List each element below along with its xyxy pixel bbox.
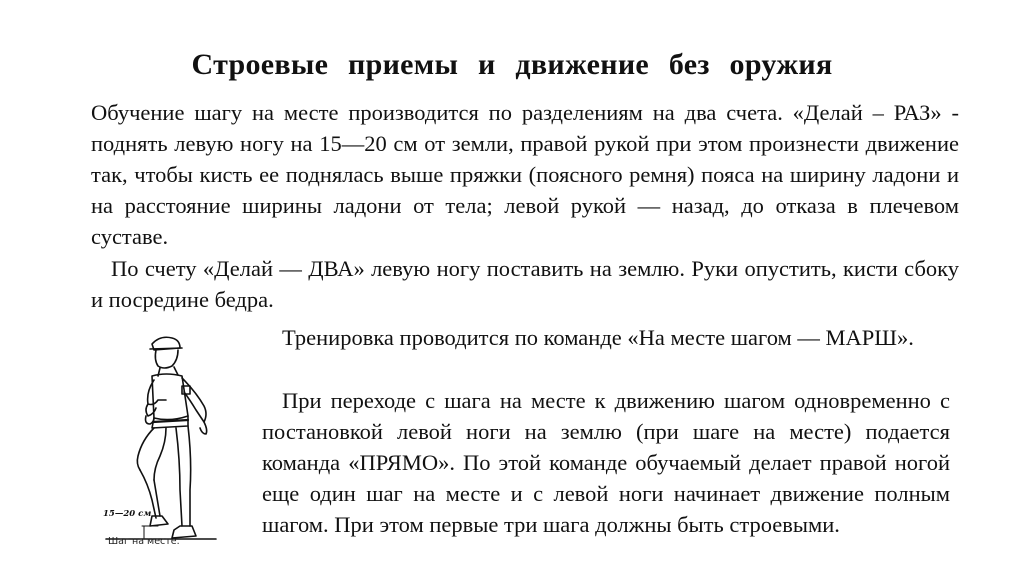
paragraph-4: При переходе с шага на месте к движению шагом одновременно с постановкой левой ноги на землю (при шаге на месте) подается команда «ПРЯМО». По этой команде обучаемый делает правой ногой еще один шаг на месте и с левой ноги начинает движение полным шагом. При этом первые три шага должны быть строевыми. [262,388,950,537]
page-title: Строевые приемы и движение без оружия [191,48,833,81]
figure-caption: Шаг на месте. [108,536,180,547]
measure-label: 15—20 см [103,509,152,519]
paragraph-3: Тренировка проводится по команде «На месте шагом — МАРШ». [282,325,914,350]
paragraph-2: По счету «Делай — ДВА» левую ногу поставить на землю. Руки опустить, кисти сбоку и посредине бедра. [91,256,959,312]
paragraph-1: Обучение шагу на месте производится по разделениям на два счета. «Делай – РАЗ» - поднять левую ногу на 15—20 см от земли, правой рукой при этом произнести движение так, чтобы кисть ее поднялась выше пряжки (поясного ремня) пояса на ширину ладони и на расстояние ширины ладони от тела; левой рукой — назад, до отказа в плечевом суставе. [91,100,959,249]
